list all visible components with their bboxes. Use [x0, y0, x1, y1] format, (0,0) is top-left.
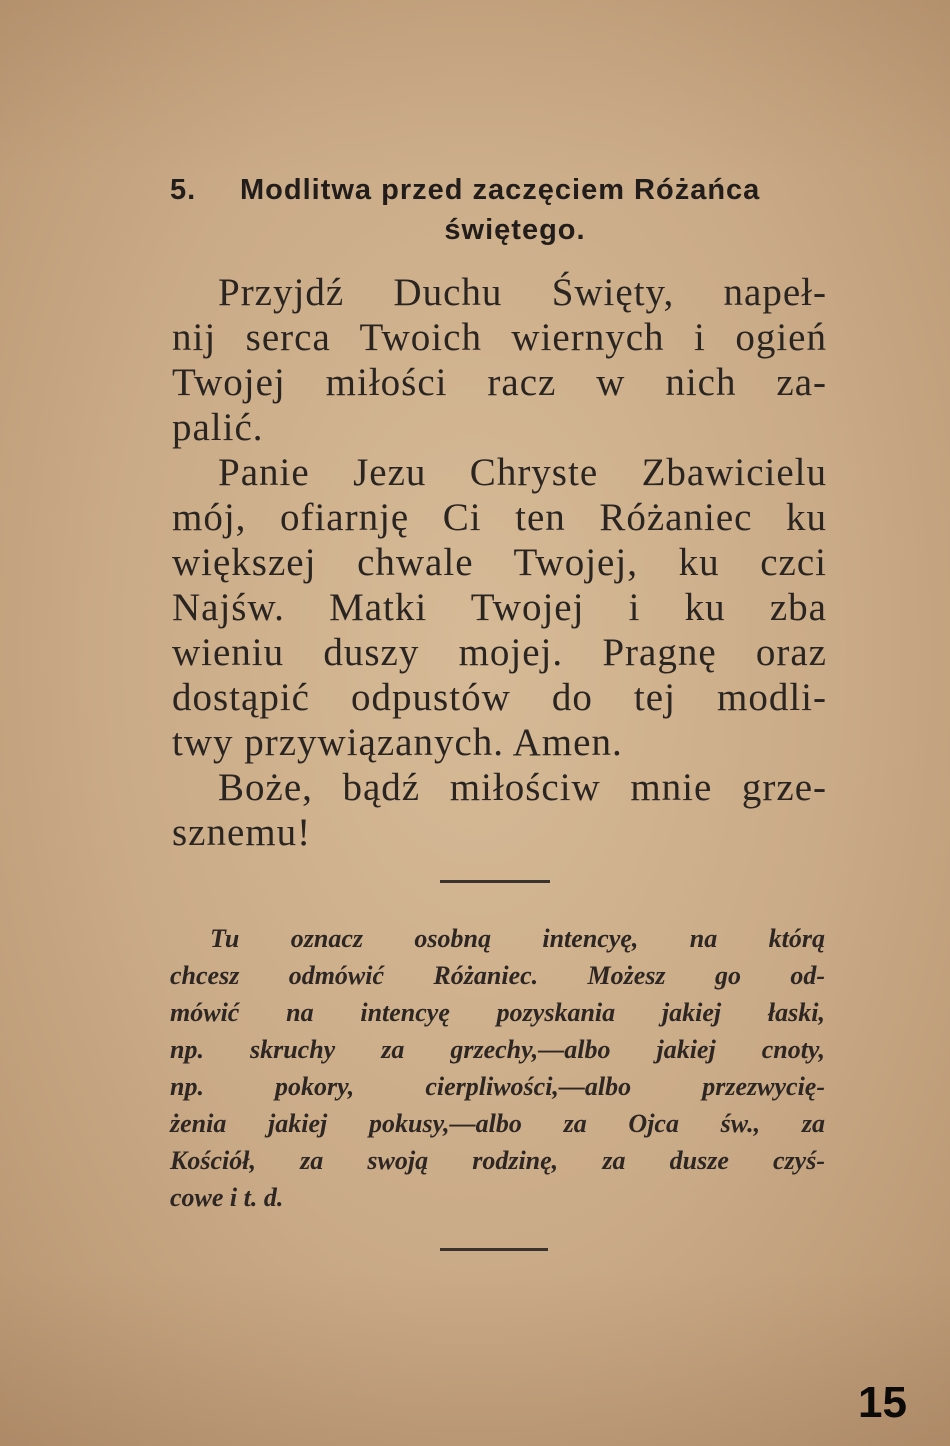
note-line: Kościół, za swoją rodzinę, za dusze czyś-	[170, 1146, 825, 1175]
prayer-text	[172, 270, 827, 855]
prayer-line: Twojej miłości racz w nich za-	[172, 361, 827, 404]
intention-note	[170, 920, 825, 1216]
heading-line-2: świętego.	[444, 214, 586, 246]
prayer-line: Najśw. Matki Twojej i ku zba	[172, 586, 827, 629]
prayer-line: twy przywiązanych. Amen.	[172, 721, 623, 764]
prayer-line: palić.	[172, 406, 264, 449]
section-heading	[170, 170, 830, 250]
prayer-line: mój, ofiarnję Ci ten Różaniec ku	[172, 496, 827, 539]
prayer-line: Boże, bądź miłościw mnie grze-	[218, 766, 827, 809]
note-line: chcesz odmówić Różaniec. Możesz go od-	[170, 961, 825, 990]
note-line: mówić na intencyę pozyskania jakiej łaski,	[170, 998, 825, 1027]
prayer-line: Przyjdź Duchu Święty, napeł-	[218, 271, 827, 314]
section-number: 5.	[170, 174, 197, 206]
divider-rule	[440, 880, 550, 883]
note-line: np. skruchy za grzechy,—albo jakiej cnoty,	[170, 1035, 825, 1064]
prayer-line: większej chwale Twojej, ku czci	[172, 541, 827, 584]
note-line: Tu oznacz osobną intencyę, na którą	[210, 924, 825, 953]
prayer-line: dostąpić odpustów do tej modli-	[172, 676, 827, 719]
note-line: cowe i t. d.	[170, 1183, 284, 1212]
prayer-line: nij serca Twoich wiernych i ogień	[172, 316, 827, 359]
page-number: 15	[858, 1378, 907, 1427]
prayer-line: Panie Jezu Chryste Zbawicielu	[218, 451, 827, 494]
divider-rule	[440, 1248, 548, 1251]
note-line: np. pokory, cierpliwości,—albo przezwycię-	[170, 1072, 825, 1101]
heading-line-1: Modlitwa przed zaczęciem Różańca	[240, 174, 761, 206]
prayer-line: wieniu duszy mojej. Pragnę oraz	[172, 631, 827, 674]
prayer-line: sznemu!	[172, 811, 312, 854]
note-line: żenia jakiej pokusy,—albo za Ojca św., za	[170, 1109, 825, 1138]
